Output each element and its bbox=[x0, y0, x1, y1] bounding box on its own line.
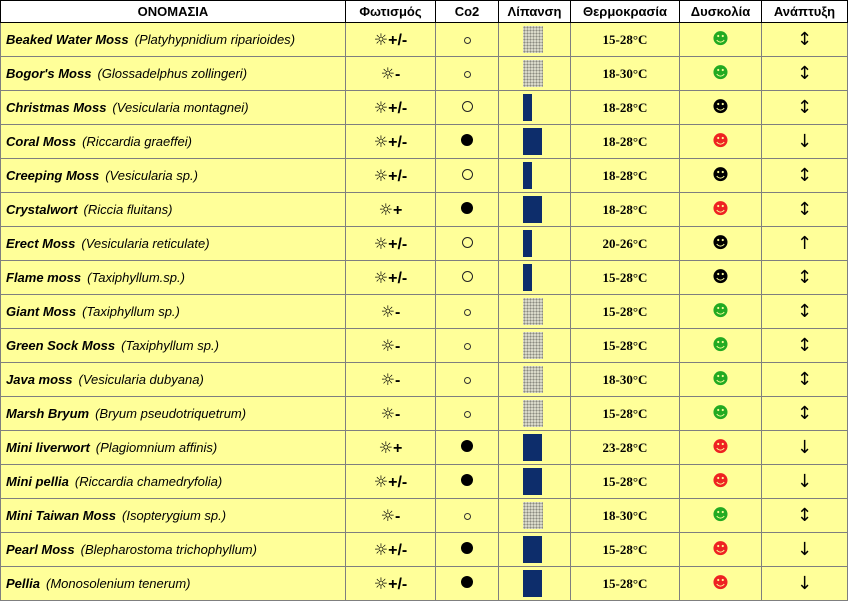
temperature-cell: 23-28°C bbox=[571, 431, 680, 465]
co2-circle-icon bbox=[461, 134, 473, 146]
scientific-name: ( Blepharostoma trichophyllum ) bbox=[81, 542, 257, 557]
header-light: Φωτισμός bbox=[346, 1, 436, 23]
scientific-name: ( Platyhypnidium riparioides ) bbox=[135, 32, 295, 47]
difficulty-cell bbox=[680, 499, 762, 533]
co2-circle-icon bbox=[462, 237, 473, 248]
co2-circle-icon bbox=[464, 309, 471, 316]
fertilizer-bar bbox=[523, 502, 543, 529]
common-name: Marsh Bryum bbox=[6, 406, 90, 421]
light-cell bbox=[346, 159, 436, 193]
difficulty-cell bbox=[680, 193, 762, 227]
fertilizer-bar bbox=[523, 468, 542, 495]
difficulty-cell bbox=[680, 533, 762, 567]
growth-arrow-icon: ↕ bbox=[796, 165, 813, 186]
difficulty-cell bbox=[680, 91, 762, 125]
light-level: +/- bbox=[388, 473, 408, 491]
moss-name-cell bbox=[1, 91, 346, 125]
difficulty-cell bbox=[680, 363, 762, 397]
sun-icon: ☼ bbox=[373, 131, 389, 151]
fertilizer-cell bbox=[499, 91, 571, 125]
co2-cell bbox=[436, 397, 499, 431]
light-level: +/- bbox=[388, 99, 408, 117]
sun-icon: ☼ bbox=[373, 471, 389, 491]
growth-arrow-icon: ↕ bbox=[796, 403, 813, 424]
temperature-cell: 18-30°C bbox=[571, 57, 680, 91]
light-level: +/- bbox=[388, 167, 408, 185]
scientific-name: ( Monosolenium tenerum ) bbox=[46, 576, 191, 591]
moss-name-cell bbox=[1, 567, 346, 601]
moss-name-cell bbox=[1, 329, 346, 363]
co2-cell bbox=[436, 329, 499, 363]
light-cell bbox=[346, 91, 436, 125]
table-row bbox=[1, 431, 848, 465]
fertilizer-bar bbox=[523, 332, 543, 359]
difficulty-cell bbox=[680, 329, 762, 363]
common-name: Erect Moss bbox=[6, 236, 76, 251]
table-row bbox=[1, 567, 848, 601]
smiley-face-icon: ☻ bbox=[712, 470, 729, 490]
light-level: +/- bbox=[388, 541, 408, 559]
co2-cell bbox=[436, 57, 499, 91]
light-level: +/- bbox=[388, 269, 408, 287]
header-fertilizer: Λίπανση bbox=[499, 1, 571, 23]
common-name: Mini Taiwan Moss bbox=[6, 508, 117, 523]
table-row bbox=[1, 57, 848, 91]
fertilizer-cell bbox=[499, 499, 571, 533]
fertilizer-cell bbox=[499, 295, 571, 329]
co2-circle-icon bbox=[462, 101, 473, 112]
table-row bbox=[1, 499, 848, 533]
sun-icon: ☼ bbox=[373, 165, 389, 185]
table-row bbox=[1, 533, 848, 567]
light-cell bbox=[346, 397, 436, 431]
table-row bbox=[1, 465, 848, 499]
common-name: Mini liverwort bbox=[6, 440, 90, 455]
moss-name-cell bbox=[1, 57, 346, 91]
header-name: ΟΝΟΜΑΣΙΑ bbox=[1, 1, 346, 23]
moss-name-cell bbox=[1, 431, 346, 465]
moss-name-cell bbox=[1, 533, 346, 567]
moss-name-cell bbox=[1, 363, 346, 397]
co2-cell bbox=[436, 533, 499, 567]
growth-arrow-icon: ↕ bbox=[796, 29, 813, 50]
moss-name-cell bbox=[1, 159, 346, 193]
smiley-face-icon: ☻ bbox=[712, 266, 729, 286]
growth-cell bbox=[762, 499, 848, 533]
temperature-cell: 18-28°C bbox=[571, 193, 680, 227]
scientific-name: ( Glossadelphus zollingeri ) bbox=[97, 66, 247, 81]
scientific-name: ( Taxiphyllum.sp. ) bbox=[87, 270, 185, 285]
sun-icon: ☼ bbox=[373, 97, 389, 117]
co2-cell bbox=[436, 91, 499, 125]
smiley-face-icon: ☻ bbox=[712, 300, 729, 320]
table-row bbox=[1, 193, 848, 227]
table-row bbox=[1, 227, 848, 261]
co2-circle-icon bbox=[462, 169, 473, 180]
smiley-face-icon: ☻ bbox=[712, 402, 729, 422]
fertilizer-cell bbox=[499, 159, 571, 193]
smiley-face-icon: ☻ bbox=[712, 232, 729, 252]
temperature-cell: 15-28°C bbox=[571, 261, 680, 295]
common-name: Giant Moss bbox=[6, 304, 77, 319]
table-row bbox=[1, 329, 848, 363]
co2-circle-icon bbox=[464, 513, 471, 520]
difficulty-cell bbox=[680, 125, 762, 159]
header-difficulty: Δυσκολία bbox=[680, 1, 762, 23]
scientific-name: ( Vesicularia sp. ) bbox=[105, 168, 198, 183]
growth-cell bbox=[762, 193, 848, 227]
fertilizer-cell bbox=[499, 363, 571, 397]
common-name: Crystalwort bbox=[6, 202, 78, 217]
scientific-name: ( Vesicularia dubyana ) bbox=[79, 372, 204, 387]
growth-arrow-icon: ↓ bbox=[796, 437, 813, 458]
sun-icon: ☼ bbox=[380, 369, 395, 389]
fertilizer-bar bbox=[523, 128, 542, 155]
common-name: Flame moss bbox=[6, 270, 82, 285]
co2-cell bbox=[436, 227, 499, 261]
light-cell bbox=[346, 329, 436, 363]
light-cell bbox=[346, 57, 436, 91]
fertilizer-bar bbox=[523, 536, 542, 563]
co2-cell bbox=[436, 159, 499, 193]
header-row bbox=[1, 1, 848, 23]
header-co2: Co2 bbox=[436, 1, 499, 23]
sun-icon: ☼ bbox=[378, 199, 393, 219]
sun-icon: ☼ bbox=[373, 29, 389, 49]
light-level: - bbox=[395, 405, 401, 423]
smiley-face-icon: ☻ bbox=[712, 436, 729, 456]
growth-cell bbox=[762, 125, 848, 159]
light-level: - bbox=[395, 65, 401, 83]
fertilizer-bar bbox=[523, 162, 532, 189]
growth-arrow-icon: ↕ bbox=[796, 267, 813, 288]
temperature-cell: 15-28°C bbox=[571, 567, 680, 601]
sun-icon: ☼ bbox=[373, 539, 389, 559]
table-row bbox=[1, 23, 848, 57]
co2-cell bbox=[436, 465, 499, 499]
growth-arrow-icon: ↓ bbox=[796, 131, 813, 152]
growth-cell bbox=[762, 261, 848, 295]
smiley-face-icon: ☻ bbox=[712, 130, 729, 150]
light-level: - bbox=[395, 303, 401, 321]
scientific-name: ( Bryum pseudotriquetrum ) bbox=[95, 406, 246, 421]
growth-cell bbox=[762, 227, 848, 261]
light-level: + bbox=[393, 439, 403, 457]
light-level: +/- bbox=[388, 235, 408, 253]
difficulty-cell bbox=[680, 57, 762, 91]
header-growth: Ανάπτυξη bbox=[762, 1, 848, 23]
growth-cell bbox=[762, 57, 848, 91]
moss-name-cell bbox=[1, 125, 346, 159]
common-name: Green Sock Moss bbox=[6, 338, 116, 353]
light-cell bbox=[346, 125, 436, 159]
temperature-cell: 15-28°C bbox=[571, 295, 680, 329]
fertilizer-bar bbox=[523, 400, 543, 427]
difficulty-cell bbox=[680, 227, 762, 261]
common-name: Pellia bbox=[6, 576, 40, 591]
fertilizer-bar bbox=[523, 196, 542, 223]
sun-icon: ☼ bbox=[380, 335, 395, 355]
common-name: Coral Moss bbox=[6, 134, 77, 149]
light-cell bbox=[346, 431, 436, 465]
fertilizer-cell bbox=[499, 23, 571, 57]
difficulty-cell bbox=[680, 431, 762, 465]
fertilizer-cell bbox=[499, 431, 571, 465]
co2-cell bbox=[436, 567, 499, 601]
fertilizer-bar bbox=[523, 298, 543, 325]
fertilizer-bar bbox=[523, 60, 543, 87]
co2-cell bbox=[436, 261, 499, 295]
fertilizer-cell bbox=[499, 193, 571, 227]
light-level: - bbox=[395, 337, 401, 355]
growth-cell bbox=[762, 295, 848, 329]
sun-icon: ☼ bbox=[378, 437, 393, 457]
temperature-cell: 18-30°C bbox=[571, 499, 680, 533]
scientific-name: ( Riccia fluitans ) bbox=[84, 202, 173, 217]
temperature-cell: 15-28°C bbox=[571, 533, 680, 567]
smiley-face-icon: ☻ bbox=[712, 28, 729, 48]
light-cell bbox=[346, 261, 436, 295]
light-cell bbox=[346, 533, 436, 567]
table-row bbox=[1, 125, 848, 159]
fertilizer-cell bbox=[499, 397, 571, 431]
growth-cell bbox=[762, 431, 848, 465]
growth-arrow-icon: ↕ bbox=[796, 199, 813, 220]
light-cell bbox=[346, 465, 436, 499]
scientific-name: ( Riccardia graeffei ) bbox=[82, 134, 192, 149]
fertilizer-bar bbox=[523, 26, 543, 53]
temperature-cell: 15-28°C bbox=[571, 465, 680, 499]
difficulty-cell bbox=[680, 159, 762, 193]
scientific-name: ( Vesicularia montagnei ) bbox=[112, 100, 248, 115]
sun-icon: ☼ bbox=[373, 267, 389, 287]
fertilizer-cell bbox=[499, 125, 571, 159]
temperature-cell: 15-28°C bbox=[571, 23, 680, 57]
co2-cell bbox=[436, 193, 499, 227]
light-cell bbox=[346, 295, 436, 329]
co2-circle-icon bbox=[462, 271, 473, 282]
fertilizer-bar bbox=[523, 366, 543, 393]
difficulty-cell bbox=[680, 295, 762, 329]
co2-circle-icon bbox=[461, 542, 473, 554]
temperature-cell: 18-28°C bbox=[571, 91, 680, 125]
table-row bbox=[1, 159, 848, 193]
table-row bbox=[1, 397, 848, 431]
temperature-cell: 18-30°C bbox=[571, 363, 680, 397]
difficulty-cell bbox=[680, 397, 762, 431]
fertilizer-bar bbox=[523, 434, 542, 461]
temperature-cell: 15-28°C bbox=[571, 329, 680, 363]
co2-circle-icon bbox=[461, 576, 473, 588]
light-cell bbox=[346, 567, 436, 601]
header-temperature: Θερμοκρασία bbox=[571, 1, 680, 23]
common-name: Beaked Water Moss bbox=[6, 32, 129, 47]
fertilizer-cell bbox=[499, 567, 571, 601]
smiley-face-icon: ☻ bbox=[712, 538, 729, 558]
growth-cell bbox=[762, 397, 848, 431]
sun-icon: ☼ bbox=[380, 301, 395, 321]
light-level: +/- bbox=[388, 575, 408, 593]
temperature-cell: 20-26°C bbox=[571, 227, 680, 261]
table-row bbox=[1, 363, 848, 397]
light-cell bbox=[346, 499, 436, 533]
smiley-face-icon: ☻ bbox=[712, 368, 729, 388]
smiley-face-icon: ☻ bbox=[712, 504, 729, 524]
co2-circle-icon bbox=[464, 343, 471, 350]
co2-cell bbox=[436, 23, 499, 57]
co2-circle-icon bbox=[464, 37, 471, 44]
moss-name-cell bbox=[1, 261, 346, 295]
light-cell bbox=[346, 23, 436, 57]
difficulty-cell bbox=[680, 261, 762, 295]
moss-name-cell bbox=[1, 193, 346, 227]
co2-circle-icon bbox=[461, 440, 473, 452]
growth-arrow-icon: ↑ bbox=[796, 233, 813, 254]
moss-name-cell bbox=[1, 227, 346, 261]
co2-cell bbox=[436, 125, 499, 159]
co2-cell bbox=[436, 295, 499, 329]
co2-circle-icon bbox=[464, 377, 471, 384]
growth-cell bbox=[762, 533, 848, 567]
light-level: + bbox=[393, 201, 403, 219]
common-name: Christmas Moss bbox=[6, 100, 107, 115]
smiley-face-icon: ☻ bbox=[712, 96, 729, 116]
scientific-name: ( Taxiphyllum sp. ) bbox=[121, 338, 219, 353]
scientific-name: ( Riccardia chamedryfolia ) bbox=[75, 474, 222, 489]
common-name: Creeping Moss bbox=[6, 168, 100, 183]
co2-cell bbox=[436, 431, 499, 465]
sun-icon: ☼ bbox=[380, 63, 395, 83]
growth-arrow-icon: ↕ bbox=[796, 301, 813, 322]
growth-cell bbox=[762, 159, 848, 193]
light-level: - bbox=[395, 507, 401, 525]
growth-cell bbox=[762, 363, 848, 397]
fertilizer-cell bbox=[499, 329, 571, 363]
growth-cell bbox=[762, 23, 848, 57]
growth-arrow-icon: ↕ bbox=[796, 63, 813, 84]
fertilizer-bar bbox=[523, 570, 542, 597]
co2-circle-icon bbox=[464, 411, 471, 418]
growth-arrow-icon: ↓ bbox=[796, 573, 813, 594]
difficulty-cell bbox=[680, 567, 762, 601]
temperature-cell: 18-28°C bbox=[571, 125, 680, 159]
scientific-name: ( Plagiomnium affinis ) bbox=[96, 440, 217, 455]
fertilizer-bar bbox=[523, 230, 532, 257]
moss-name-cell bbox=[1, 23, 346, 57]
light-cell bbox=[346, 363, 436, 397]
fertilizer-cell bbox=[499, 57, 571, 91]
growth-cell bbox=[762, 91, 848, 125]
scientific-name: ( Taxiphyllum sp. ) bbox=[82, 304, 180, 319]
difficulty-cell bbox=[680, 23, 762, 57]
sun-icon: ☼ bbox=[380, 505, 395, 525]
sun-icon: ☼ bbox=[373, 233, 389, 253]
growth-arrow-icon: ↕ bbox=[796, 505, 813, 526]
difficulty-cell bbox=[680, 465, 762, 499]
temperature-cell: 18-28°C bbox=[571, 159, 680, 193]
temperature-cell: 15-28°C bbox=[571, 397, 680, 431]
smiley-face-icon: ☻ bbox=[712, 572, 729, 592]
fertilizer-cell bbox=[499, 465, 571, 499]
fertilizer-bar bbox=[523, 94, 532, 121]
fertilizer-cell bbox=[499, 261, 571, 295]
growth-arrow-icon: ↕ bbox=[796, 97, 813, 118]
moss-name-cell bbox=[1, 465, 346, 499]
growth-arrow-icon: ↓ bbox=[796, 539, 813, 560]
scientific-name: ( Vesicularia reticulate ) bbox=[81, 236, 209, 251]
fertilizer-bar bbox=[523, 264, 532, 291]
sun-icon: ☼ bbox=[373, 573, 389, 593]
co2-circle-icon bbox=[461, 474, 473, 486]
growth-cell bbox=[762, 567, 848, 601]
scientific-name: ( Isopterygium sp. ) bbox=[122, 508, 226, 523]
smiley-face-icon: ☻ bbox=[712, 62, 729, 82]
common-name: Java moss bbox=[6, 372, 73, 387]
growth-cell bbox=[762, 329, 848, 363]
light-cell bbox=[346, 193, 436, 227]
moss-name-cell bbox=[1, 397, 346, 431]
light-level: - bbox=[395, 371, 401, 389]
moss-name-cell bbox=[1, 499, 346, 533]
co2-circle-icon bbox=[461, 202, 473, 214]
fertilizer-cell bbox=[499, 533, 571, 567]
table-row bbox=[1, 295, 848, 329]
smiley-face-icon: ☻ bbox=[712, 164, 729, 184]
light-cell bbox=[346, 227, 436, 261]
co2-circle-icon bbox=[464, 71, 471, 78]
growth-arrow-icon: ↕ bbox=[796, 335, 813, 356]
smiley-face-icon: ☻ bbox=[712, 198, 729, 218]
moss-name-cell bbox=[1, 295, 346, 329]
fertilizer-cell bbox=[499, 227, 571, 261]
table-row bbox=[1, 91, 848, 125]
growth-arrow-icon: ↕ bbox=[796, 369, 813, 390]
common-name: Bogor's Moss bbox=[6, 66, 92, 81]
co2-cell bbox=[436, 363, 499, 397]
common-name: Mini pellia bbox=[6, 474, 69, 489]
growth-cell bbox=[762, 465, 848, 499]
growth-arrow-icon: ↓ bbox=[796, 471, 813, 492]
light-level: +/- bbox=[388, 31, 408, 49]
common-name: Pearl Moss bbox=[6, 542, 75, 557]
sun-icon: ☼ bbox=[380, 403, 395, 423]
smiley-face-icon: ☻ bbox=[712, 334, 729, 354]
light-level: +/- bbox=[388, 133, 408, 151]
co2-cell bbox=[436, 499, 499, 533]
table-row bbox=[1, 261, 848, 295]
